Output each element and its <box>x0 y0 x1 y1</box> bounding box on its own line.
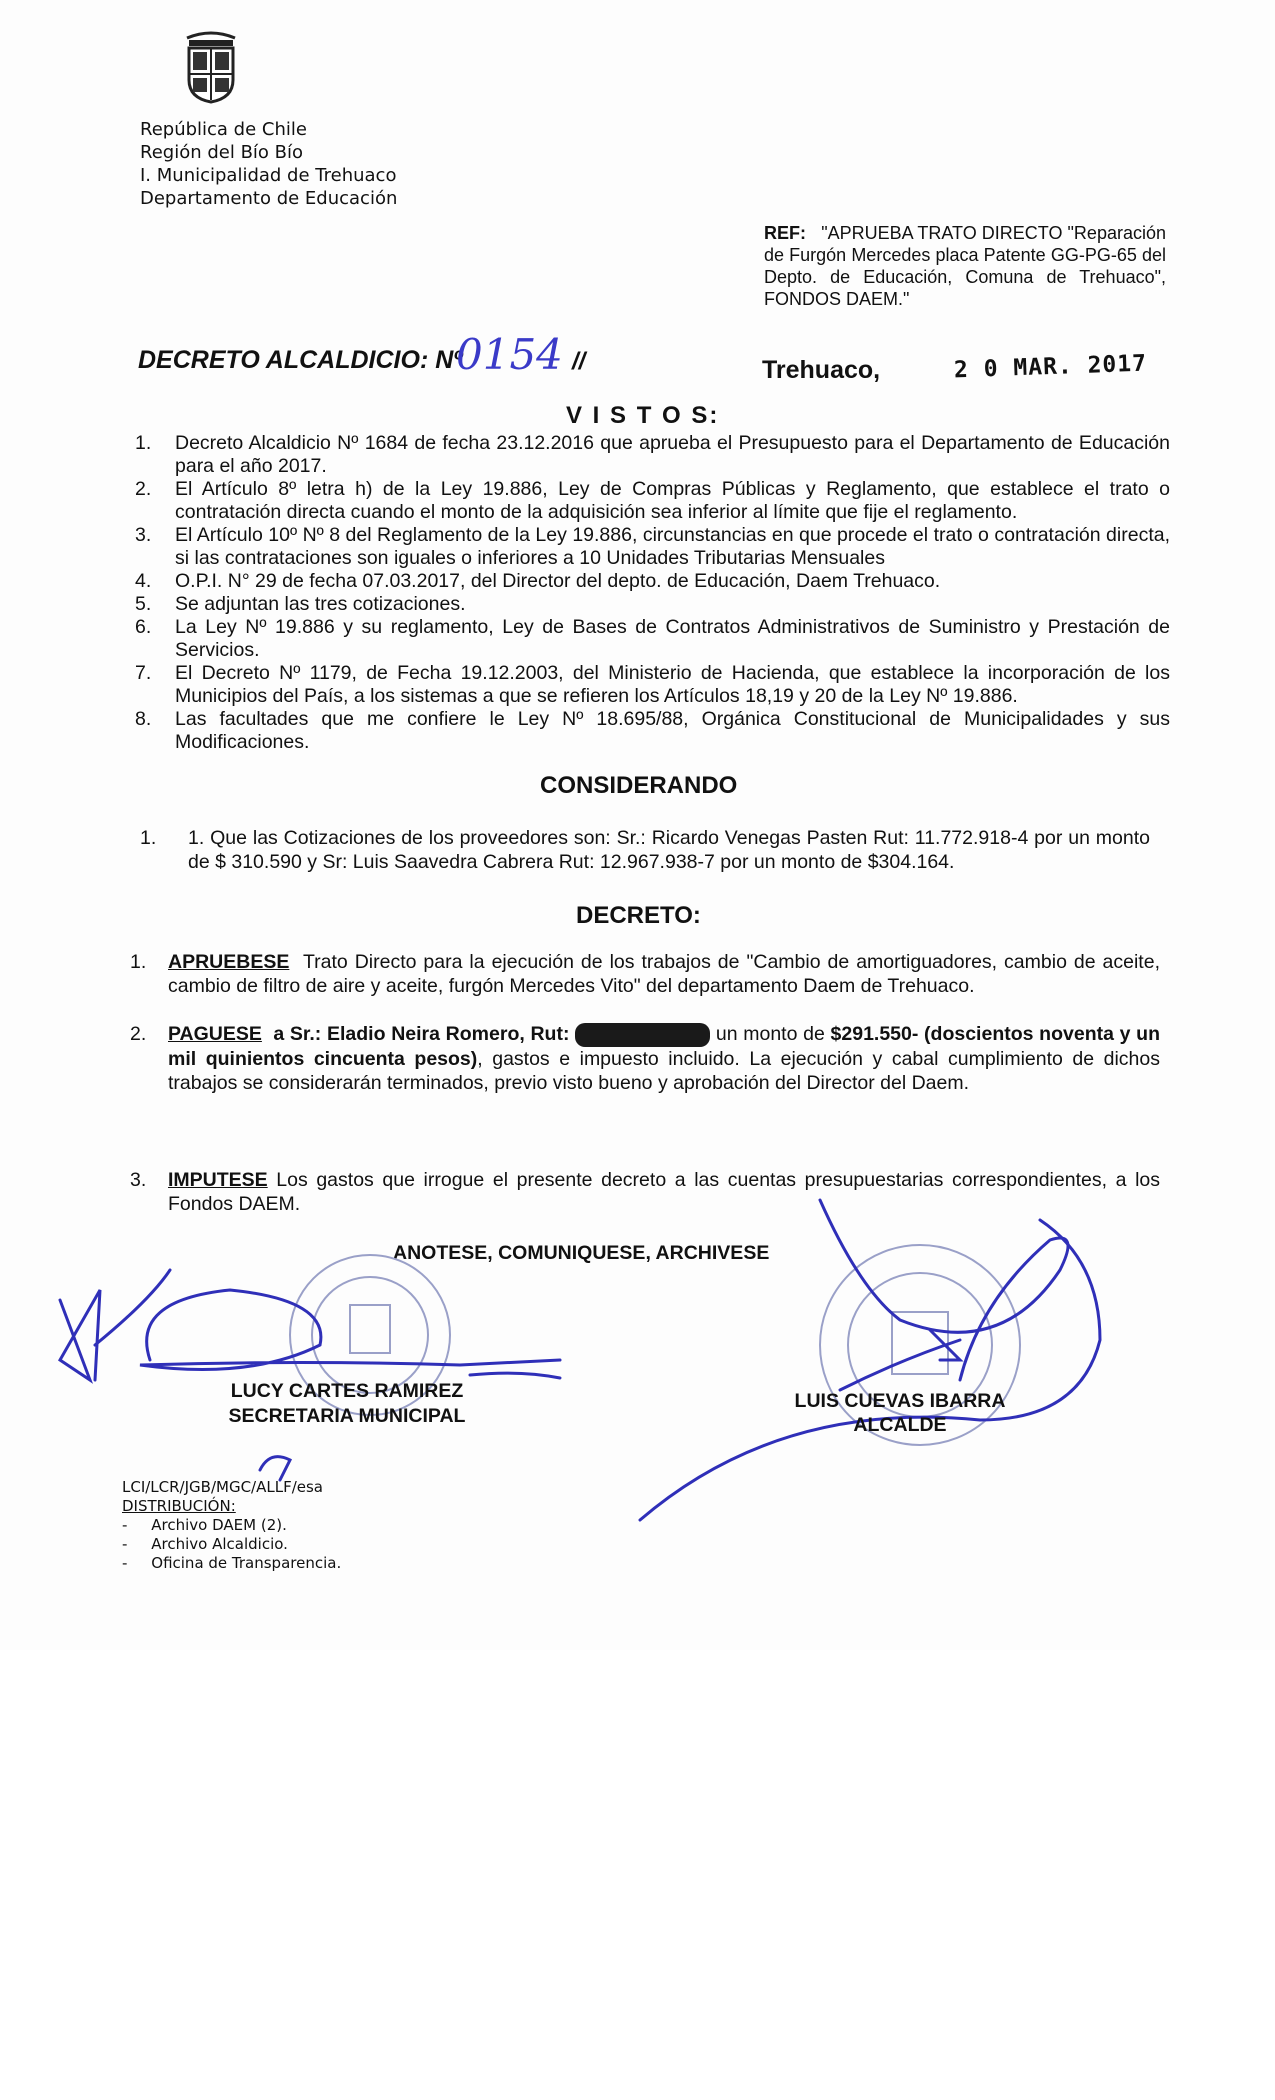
list-item: 4. O.P.I. N° 29 de fecha 07.03.2017, del Director del depto. de Educación, Daem Trehuaco. <box>135 570 941 592</box>
footer-initials: LCI/LCR/JGB/MGC/ALLF/esa <box>122 1478 323 1496</box>
decree-number-suffix: // <box>572 348 586 375</box>
mayor-name: LUIS CUEVAS IBARRA <box>794 1390 1006 1412</box>
header-municipality: I. Municipalidad de Trehuaco <box>140 165 397 186</box>
decreto-heading: DECRETO: <box>576 902 701 929</box>
secretary-name: LUCY CARTES RAMIREZ <box>230 1380 464 1402</box>
distribution-item: - Oficina de Transparencia. <box>122 1554 342 1572</box>
redacted-rut <box>575 1023 710 1047</box>
distribution-item: - Archivo DAEM (2). <box>122 1516 287 1534</box>
decreto-item-2: 2. PAGUESE a Sr.: Eladio Neira Romero, Rut: un monto de $291.550- (doscientos noventa y un mil quinientos cincuenta pesos), gastos e impuesto incluido. La ejecución y cabal cumplimiento de dichos trabajos se considerarán terminados, previo visto bueno y aprobación del Director del Daem. <box>130 1023 1161 1094</box>
ref-text: "APRUEBA TRATO DIRECTO "Reparación de Furgón Mercedes placa Patente GG-PG-65 del Depto. de Educación, Comuna de Trehuaco", FONDOS DAEM." <box>764 223 1166 309</box>
header-department: Departamento de Educación <box>140 188 398 209</box>
apruebese-keyword: APRUEBESE <box>168 951 290 973</box>
vistos-heading: V I S T O S: <box>566 402 720 429</box>
header-country: República de Chile <box>140 119 307 140</box>
mayor-role: ALCALDE <box>853 1414 947 1436</box>
considerando-heading: CONSIDERANDO <box>540 772 738 799</box>
distribution-item: - Archivo Alcaldicio. <box>122 1535 288 1553</box>
list-item: 8. Las facultades que me confiere le Ley Nº 18.695/88, Orgánica Constitucional de Municipalidades y sus Modificaciones. <box>135 708 1170 753</box>
distribution-label: DISTRIBUCIÓN: <box>122 1497 236 1515</box>
list-item: 3. El Artículo 10º Nº 8 del Reglamento de la Ley 19.886, circunstancias en que procede el trato o contratación directa, si las contrataciones son iguales o inferiores a 10 Unidades Tributarias Mensuales <box>135 524 1170 569</box>
list-item: 5. Se adjuntan las tres cotizaciones. <box>135 593 466 615</box>
list-item: 6. La Ley Nº 19.886 y su reglamento, Ley de Bases de Contratos Administrativos de Suministro y Prestación de Servicios. <box>135 616 1170 661</box>
vistos-list <box>130 432 1170 754</box>
imputese-keyword: IMPUTESE <box>168 1169 268 1191</box>
paguese-keyword: PAGUESE <box>168 1023 262 1045</box>
place-label: Trehuaco, <box>762 356 881 384</box>
list-item: 1. Decreto Alcaldicio Nº 1684 de fecha 23.12.2016 que aprueba el Presupuesto para el Departamento de Educación para el año 2017. <box>135 432 1170 477</box>
ref-label: REF: <box>764 223 806 243</box>
list-item: 2. El Artículo 8º letra h) de la Ley 19.886, Ley de Compras Públicas y Reglamento, que establece el trato o contratación directa cuando el monto de la adquisición sea inferior al límite que fije el reglamento. <box>135 478 1170 523</box>
list-item: 7. El Decreto Nº 1179, de Fecha 19.12.2003, del Ministerio de Hacienda, que establece la incorporación de los Municipios del País, a los sistemas a que se refieren los Artículos 18,19 y 20 de la Ley Nº 19.886. <box>135 662 1170 707</box>
closing-formula: ANOTESE, COMUNIQUESE, ARCHIVESE <box>393 1242 770 1264</box>
decree-number-handwritten: 0154 <box>456 330 563 379</box>
municipal-crest-icon <box>181 28 241 104</box>
decree-title: DECRETO ALCALDICIO: Nº <box>138 346 463 374</box>
reference-block <box>764 222 1166 310</box>
date-stamp: 2 0 MAR. 2017 <box>953 350 1148 384</box>
decreto-item-3: 3. IMPUTESE Los gastos que irrogue el presente decreto a las cuentas presupuestarias correspondientes, a los Fondos DAEM. <box>130 1169 1160 1215</box>
header-region: Región del Bío Bío <box>140 142 304 163</box>
decreto-item-1: 1. APRUEBESE Trato Directo para la ejecución de los trabajos de "Cambio de amortiguadores, cambio de aceite, cambio de filtro de aire y aceite, furgón Mercedes Vito" del departamento Daem de Trehuaco. <box>130 951 1160 997</box>
secretary-role: SECRETARIA MUNICIPAL <box>228 1405 466 1427</box>
considerando-item: 1. 1. Que las Cotizaciones de los proveedores son: Sr.: Ricardo Venegas Pasten Rut: 11.772.918-4 por un monto de $ 310.590 y Sr: Luis Saavedra Cabrera Rut: 12.967.938-7 por un monto de $304.164. <box>140 827 1150 873</box>
